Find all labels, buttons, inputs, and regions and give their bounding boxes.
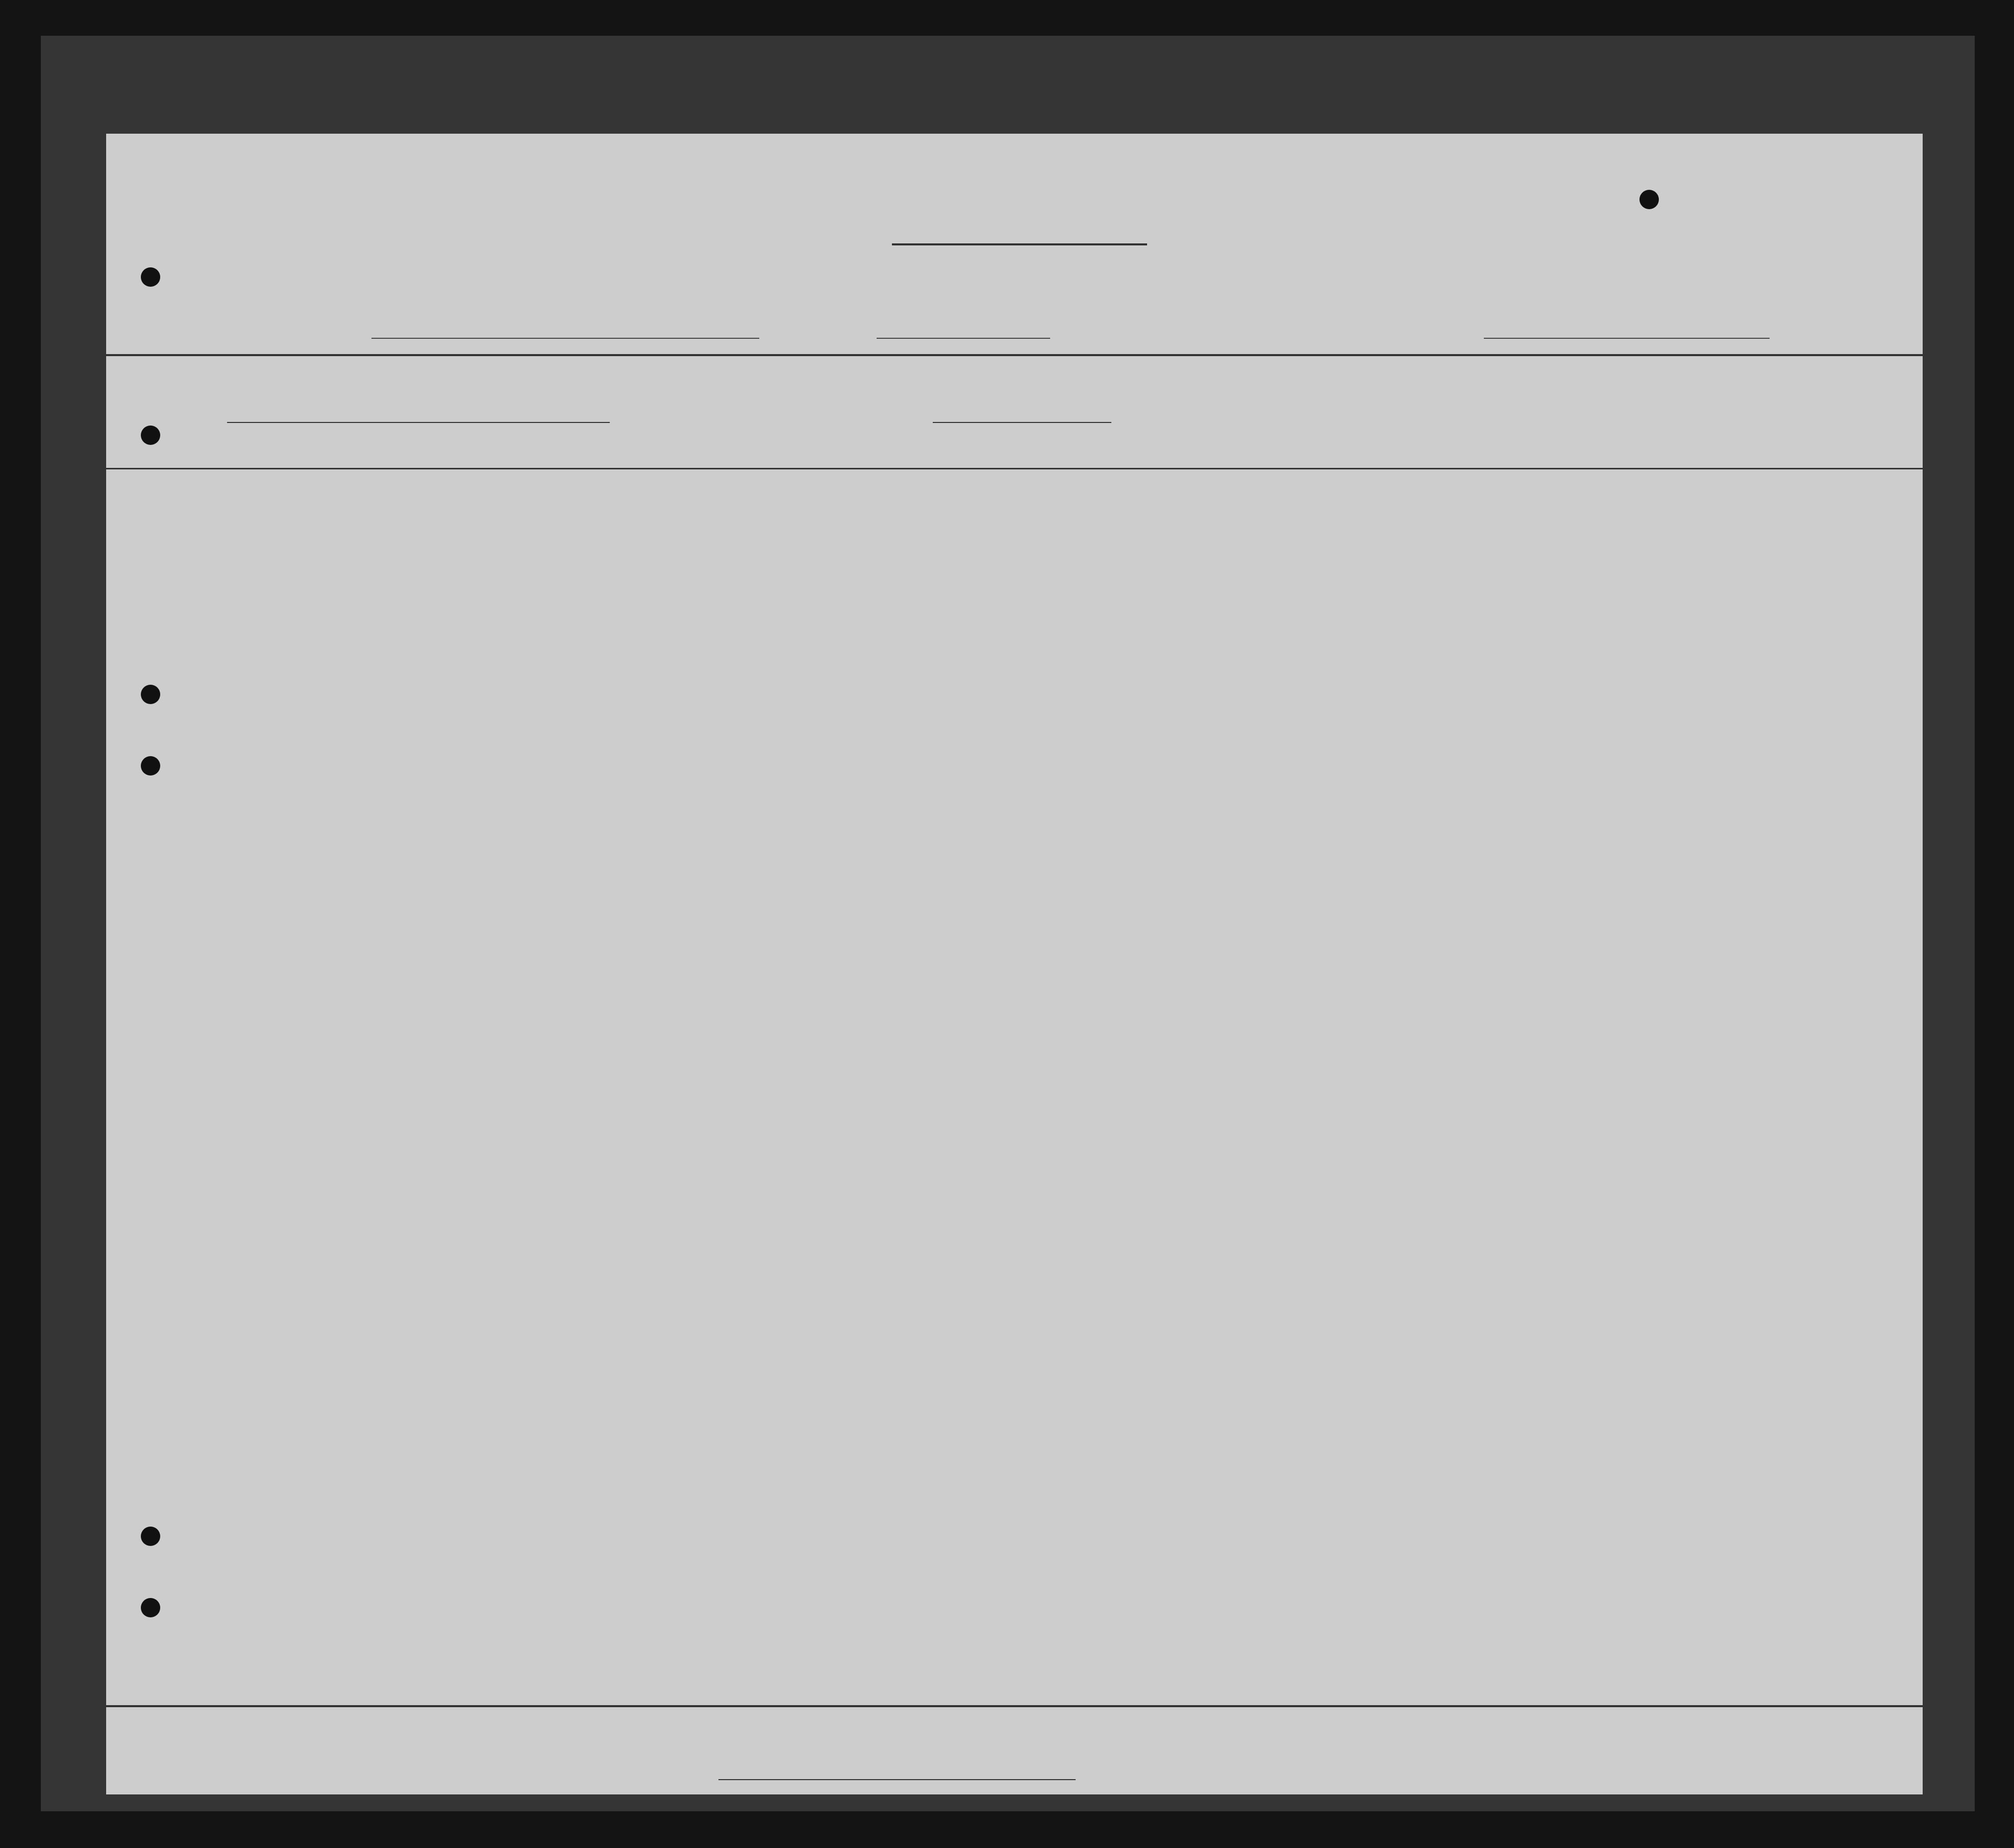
table-bottom-border bbox=[106, 1705, 1923, 1707]
punch-hole-icon bbox=[141, 267, 160, 287]
name-subheader-line bbox=[227, 422, 610, 423]
header-bottom-border bbox=[106, 468, 1923, 469]
punch-hole-icon bbox=[141, 756, 160, 776]
table-top-border bbox=[106, 354, 1923, 356]
punch-hole-icon bbox=[141, 426, 160, 445]
from-port-underline bbox=[1484, 338, 1770, 339]
port-underline bbox=[877, 338, 1050, 339]
punch-hole-icon bbox=[1639, 190, 1659, 209]
punch-hole-icon bbox=[141, 1527, 160, 1546]
signature-line bbox=[718, 1779, 1076, 1780]
checkmarks-layer bbox=[565, 470, 780, 1710]
vessel-underline bbox=[371, 338, 759, 339]
shipped-subheader-line bbox=[933, 422, 1111, 423]
manifest-sheet bbox=[106, 134, 1923, 1794]
punch-hole-icon bbox=[141, 685, 160, 704]
title-underline bbox=[892, 243, 1147, 245]
punch-hole-icon bbox=[141, 1598, 160, 1617]
